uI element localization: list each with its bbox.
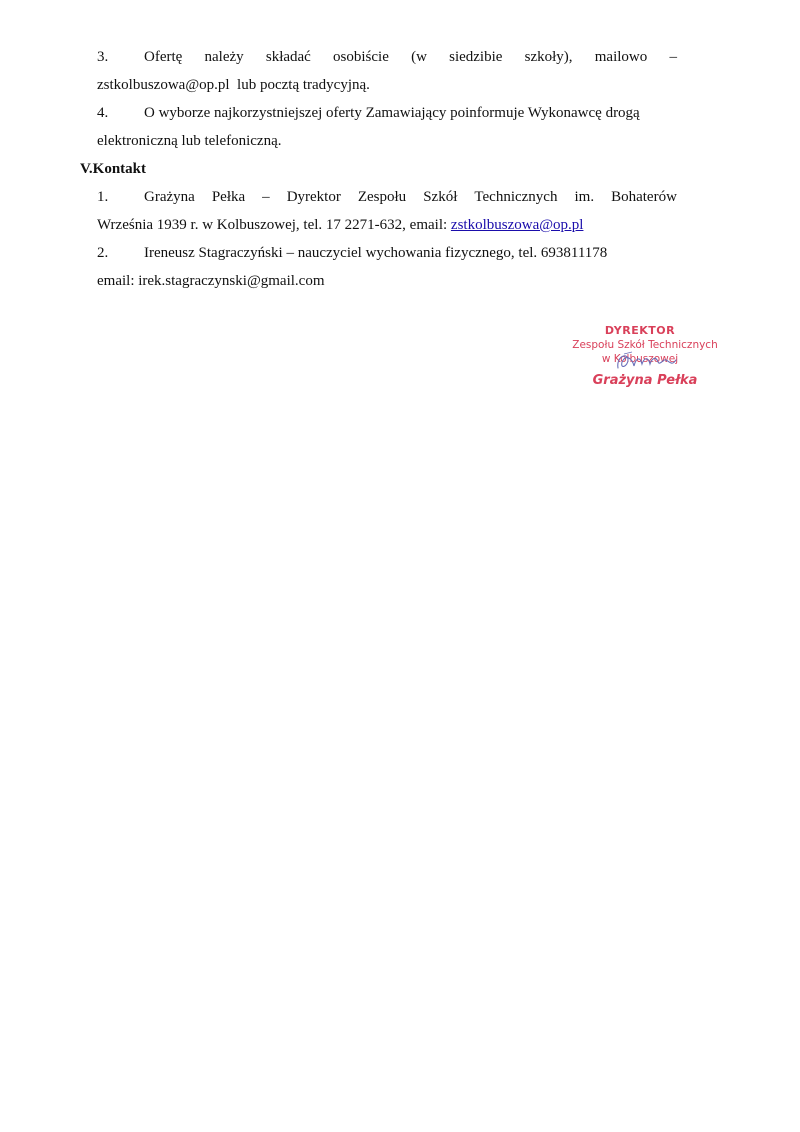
contact-2-second-line: email: irek.stagraczynski@gmail.com xyxy=(97,273,325,289)
contact-1-second-line xyxy=(97,215,677,235)
stamp-school-line: Zespołu Szkół Technicznych xyxy=(572,339,718,351)
word: składać xyxy=(265,49,311,65)
item-4-first-line: O wyborze najkorzystniejszej oferty Zamawiający poinformuje Wykonawcę drogą xyxy=(144,105,640,121)
stamp-name: Grażyna Pełka xyxy=(592,373,698,388)
contact-number: 2. xyxy=(97,245,109,261)
word: Zespołu xyxy=(357,189,407,205)
stamp-title: DYREKTOR xyxy=(604,324,676,337)
section-heading: V.Kontakt xyxy=(80,161,146,177)
word: Grażyna xyxy=(144,189,195,205)
word: (w xyxy=(411,49,427,65)
word: szkoły), xyxy=(524,49,573,65)
stamp-town-line: w Kolbuszowej xyxy=(601,353,679,365)
word: Ofertę xyxy=(144,49,183,65)
item-number: 3. xyxy=(97,49,109,65)
word: siedzibie xyxy=(449,49,503,65)
word: – xyxy=(262,189,270,205)
word: Bohaterów xyxy=(611,189,677,205)
item-4-second-line: elektroniczną lub telefoniczną. xyxy=(97,133,282,149)
word: – xyxy=(669,49,677,65)
item-3-second-line: zstkolbuszowa@op.pl lub pocztą tradycyjną. xyxy=(97,77,370,93)
director-stamp xyxy=(560,320,730,400)
handwritten-signature xyxy=(612,348,682,376)
contact-1-first-line xyxy=(144,187,677,207)
word: Szkół xyxy=(423,189,458,205)
word: osobiście xyxy=(333,49,389,65)
word: Technicznych xyxy=(474,189,558,205)
contact-2-first-line: Ireneusz Stagraczyński – nauczyciel wychowania fizycznego, tel. 693811178 xyxy=(144,245,608,261)
email-link[interactable]: zstkolbuszowa@op.pl xyxy=(450,217,584,233)
item-number: 4. xyxy=(97,105,109,121)
contact-1-address-text: Września 1939 r. w Kolbuszowej, tel. 17 2271-632, email: xyxy=(97,217,451,233)
word: Dyrektor xyxy=(286,189,341,205)
contact-number: 1. xyxy=(97,189,109,205)
word: należy xyxy=(204,49,244,65)
word: im. xyxy=(574,189,595,205)
item-3-first-line xyxy=(144,47,677,67)
word: mailowo xyxy=(594,49,648,65)
word: Pełka xyxy=(211,189,246,205)
